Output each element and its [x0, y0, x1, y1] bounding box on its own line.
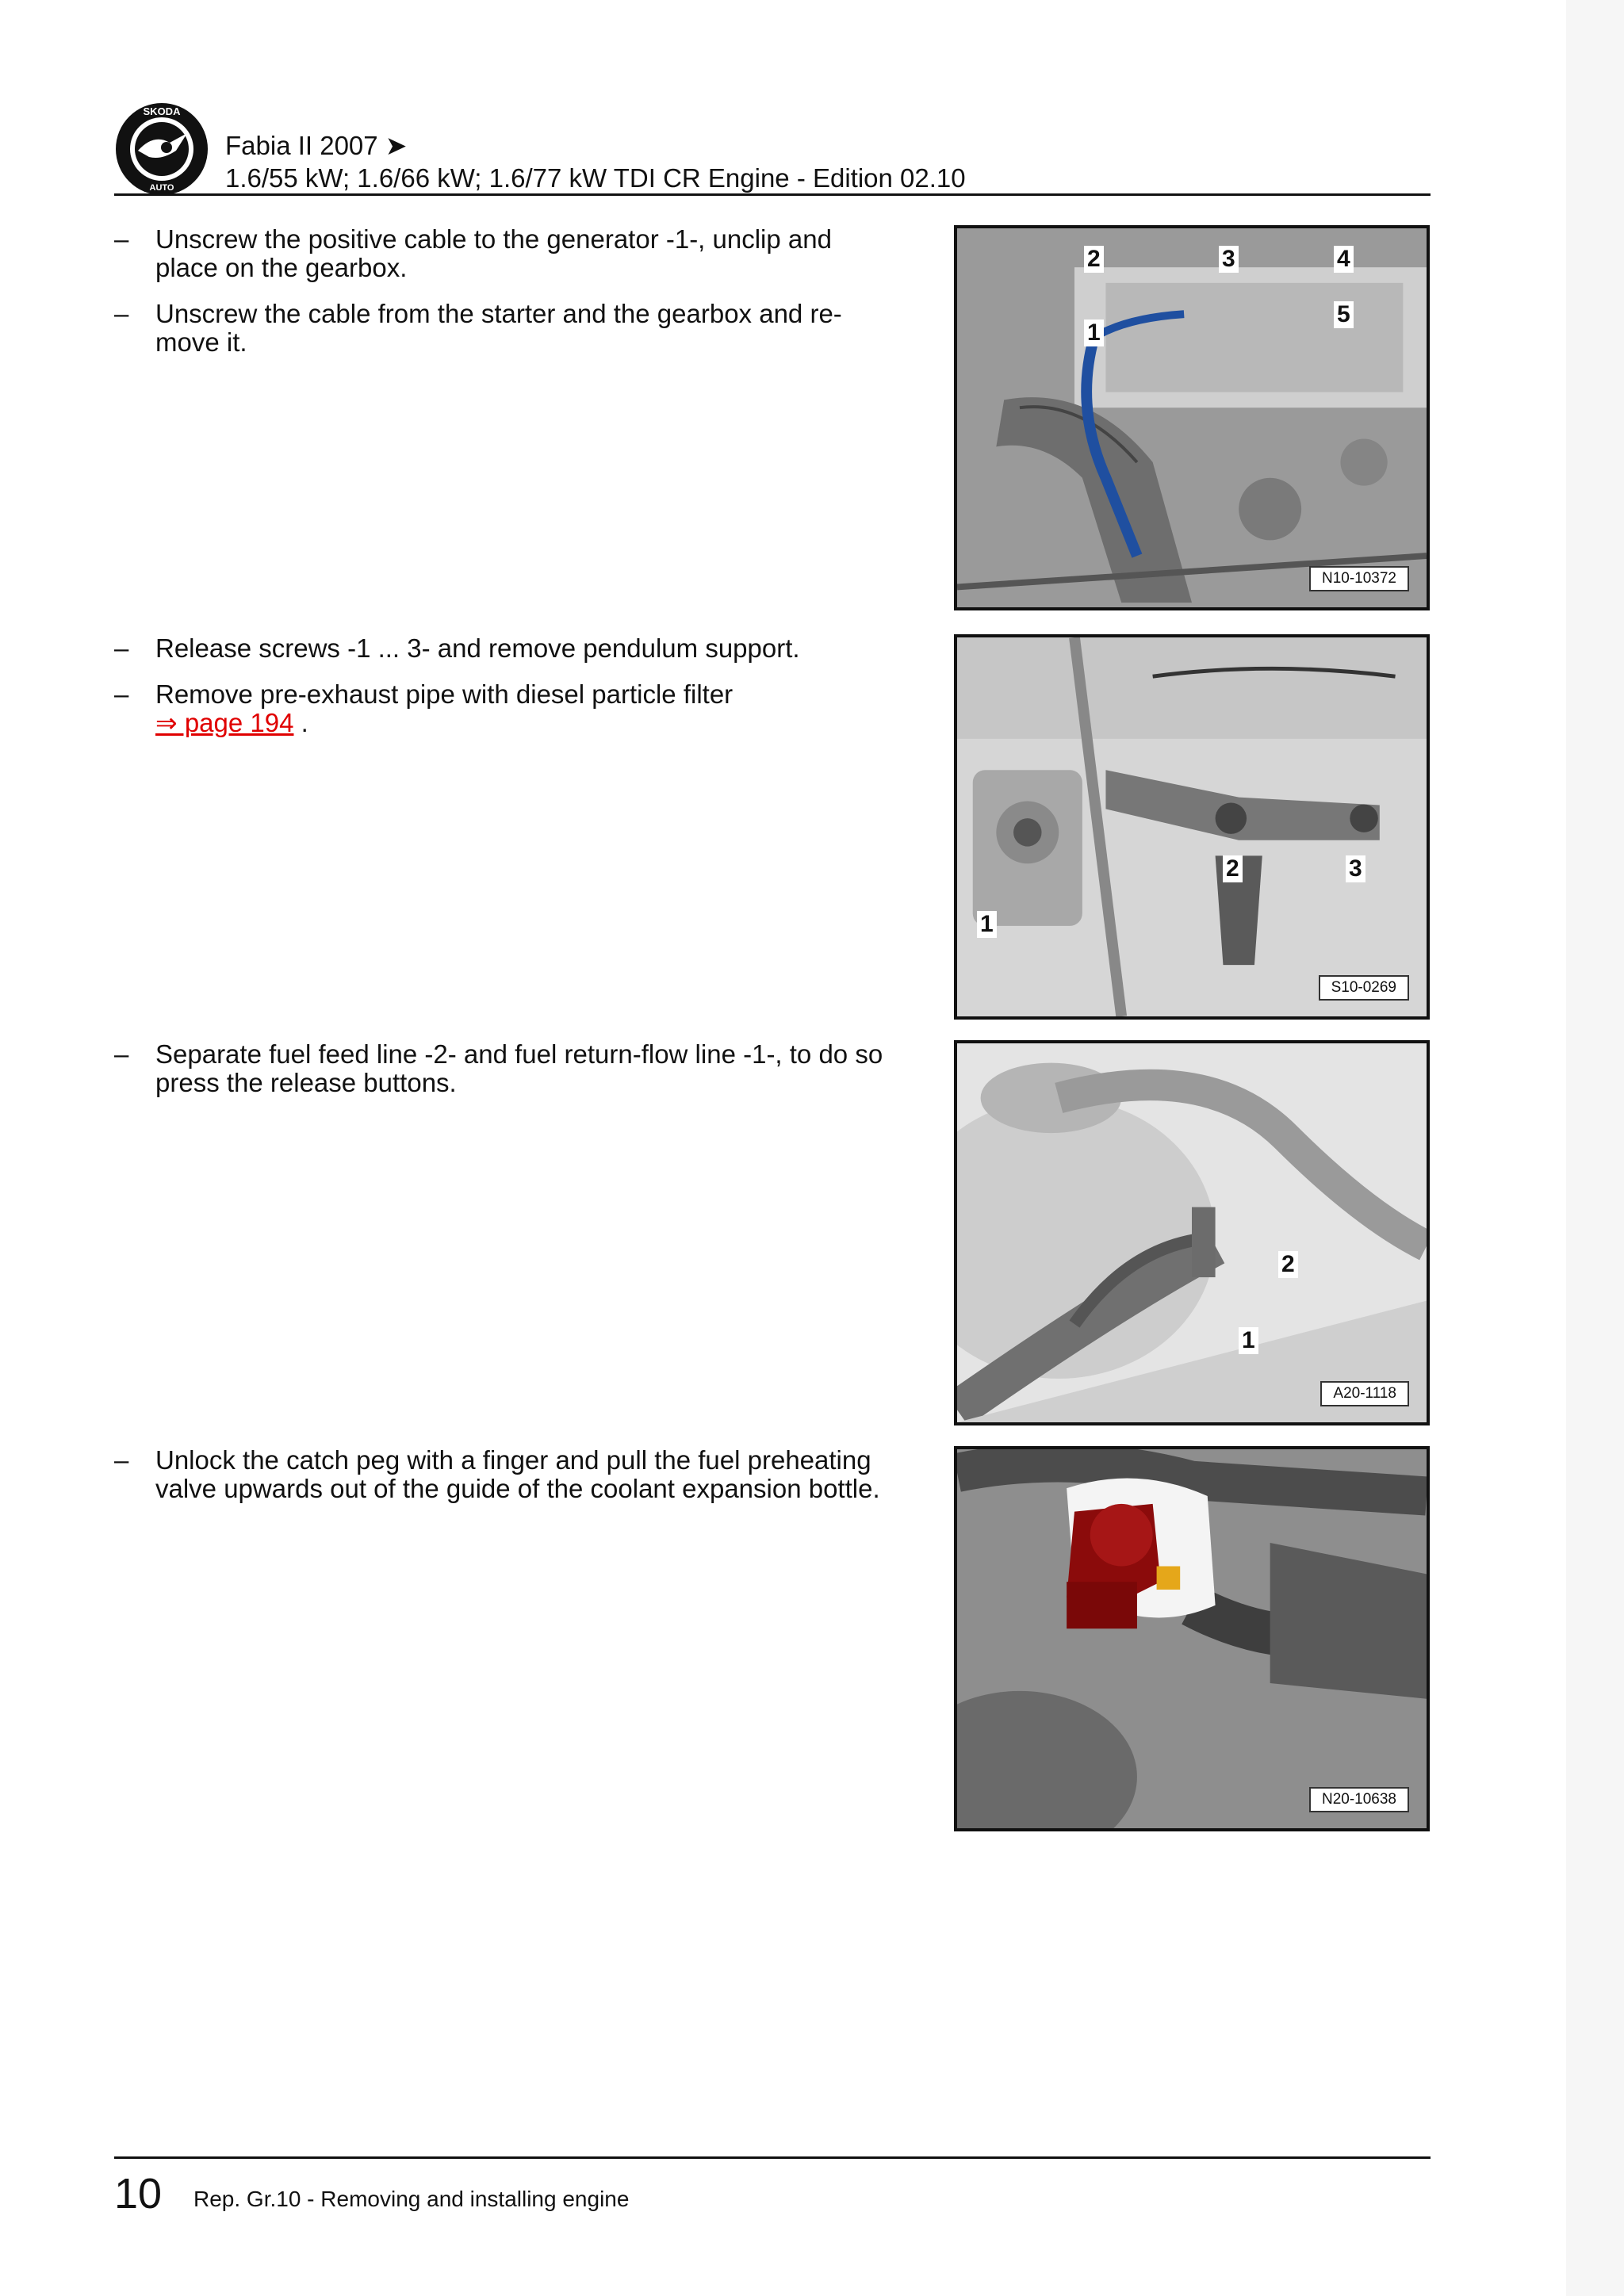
header-divider: [114, 193, 1431, 196]
step-text: Separate fuel feed line -2- and fuel return-flow line -1-, to do so press the release buttons.: [155, 1039, 883, 1097]
figure-id: N10-10372: [1309, 566, 1409, 591]
figure-id: N20-10638: [1309, 1787, 1409, 1812]
page-194-link[interactable]: ⇒ page 194: [155, 708, 294, 737]
instruction-step: [114, 225, 899, 282]
step-dash: –: [114, 299, 129, 328]
callout-number: 5: [1334, 301, 1354, 328]
header-subtitle: 1.6/55 kW; 1.6/66 kW; 1.6/77 kW TDI CR Engine - Edition 02.10: [225, 163, 966, 193]
instruction-step: [114, 1040, 899, 1097]
figure-fuel-preheating-valve: [954, 1446, 1430, 1831]
figure-pendulum-support: [954, 634, 1430, 1020]
step-text: Unlock the catch peg with a finger and pull the fuel preheating valve upwards out of the guide of the coolant expansion bottle.: [155, 1445, 880, 1503]
callout-number: 3: [1219, 246, 1239, 273]
step-dash: –: [114, 1445, 129, 1475]
callout-number: 4: [1334, 246, 1354, 273]
step-dash: –: [114, 633, 129, 663]
callout-number: 2: [1278, 1251, 1298, 1278]
callout-number: 1: [977, 911, 997, 938]
instruction-step: [114, 680, 899, 737]
figure-fuel-lines: [954, 1040, 1430, 1425]
step-text-with-link: [155, 680, 899, 737]
figure-engine-cable: [954, 225, 1430, 610]
logo-bottom-text: AUTO: [149, 183, 174, 193]
callout-number: 1: [1084, 320, 1104, 346]
page-edge-shade: [1566, 0, 1624, 2296]
footer-text: Rep. Gr.10 - Removing and installing engine: [193, 2187, 630, 2211]
callout-number: 2: [1223, 855, 1243, 882]
header-title: Fabia II 2007 ➤: [225, 131, 408, 160]
step-text: Unscrew the cable from the starter and the gearbox and re-move it.: [155, 299, 842, 357]
step-text: Remove pre-exhaust pipe with diesel particle filter: [155, 679, 733, 709]
instruction-step: [114, 300, 899, 357]
step-text: Unscrew the positive cable to the generator -1-, unclip and place on the gearbox.: [155, 224, 832, 282]
skoda-logo: [114, 101, 209, 197]
page-number: 10: [114, 2170, 163, 2218]
instruction-step: [114, 1446, 899, 1503]
figure-id: A20-1118: [1320, 1381, 1409, 1406]
step-text-after: .: [293, 708, 308, 737]
step-dash: –: [114, 679, 129, 709]
step-dash: –: [114, 1039, 129, 1069]
logo-top-text: SKODA: [143, 105, 181, 117]
instruction-step: [114, 634, 899, 663]
step-text: Release screws -1 ... 3- and remove pendulum support.: [155, 633, 800, 663]
footer-divider: [114, 2156, 1431, 2159]
callout-number: 3: [1346, 855, 1365, 882]
callout-number: 1: [1239, 1327, 1258, 1354]
step-dash: –: [114, 224, 129, 254]
figure-id: S10-0269: [1319, 975, 1409, 1001]
callout-number: 2: [1084, 246, 1104, 273]
